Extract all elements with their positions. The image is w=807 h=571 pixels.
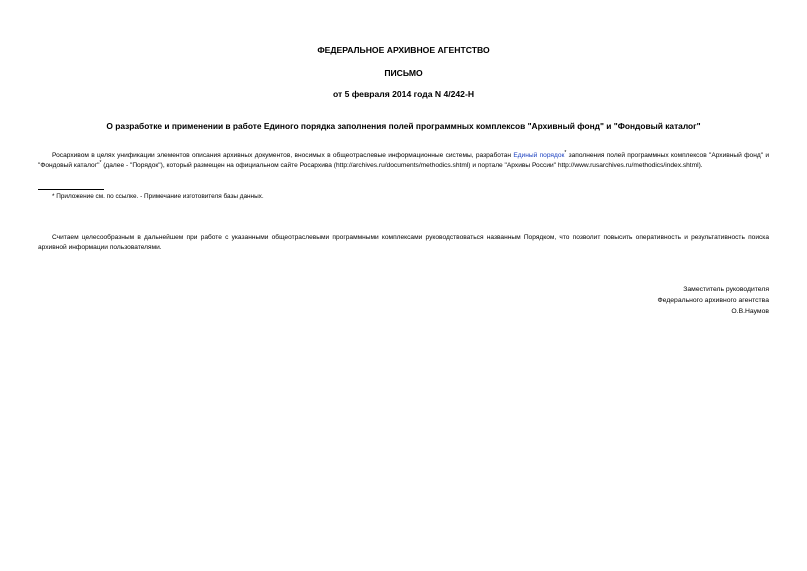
signer-name: О.В.Наумов xyxy=(731,307,769,315)
text-footnote-marker: * xyxy=(99,160,102,167)
document-subject: О разработке и применении в работе Единого порядка заполнения полей программных комплексов "Архивный фонд" и "Фондовый каталог" xyxy=(106,121,701,131)
para1-text-end: (далее - "Порядок"), который размещен на официальном сайте Росархива (http://archives.ru/documents/methodics.shtml) и портале "Архивы России" http://www.rusarchives.ru/methodics/index.shtml). xyxy=(101,162,703,170)
body-paragraph-2: Считаем целесообразным в дальнейшем при работе с указанными общеотраслевыми программными комплексами руководствоваться названным Порядком, что позволит повысить оперативность и результативность поиска архивной информации пользователями. xyxy=(38,234,769,252)
body-paragraph-1 xyxy=(38,151,769,172)
document-type: ПИСЬМО xyxy=(384,68,423,78)
para1-text-start: Росархивом в целях унификации элементов описания архивных документов, вносимых в общеотраслевые информационные системы, разработан xyxy=(52,152,514,159)
link-footnote-marker: * xyxy=(564,149,567,156)
para1-text-middle: заполнения полей программных комплексов "Архивный фонд" и "Фондовый каталог" xyxy=(38,152,770,170)
signer-position-line-2: Федерального архивного агентства xyxy=(657,296,769,304)
footnote-divider xyxy=(38,189,104,190)
footnote-text: * Приложение см. по ссылке. - Примечание изготовителя базы данных. xyxy=(52,193,264,200)
document-date-number: от 5 февраля 2014 года N 4/242-Н xyxy=(332,89,475,99)
signer-position-line-1: Заместитель руководителя xyxy=(683,286,769,293)
unified-procedure-link[interactable]: Единый порядок xyxy=(513,152,565,159)
agency-name: ФЕДЕРАЛЬНОЕ АРХИВНОЕ АГЕНТСТВО xyxy=(317,45,490,55)
signature-block xyxy=(658,285,769,317)
